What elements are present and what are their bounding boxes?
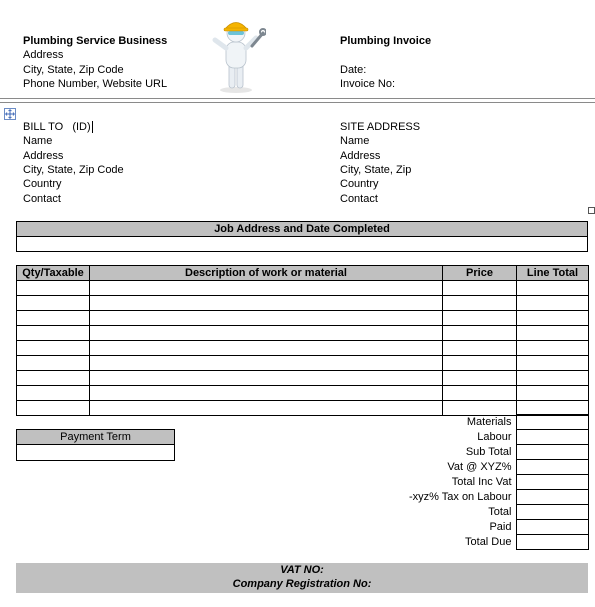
item-cell[interactable]: [443, 356, 517, 371]
totals-label: Total Inc Vat: [451, 475, 512, 488]
totals-row: [300, 490, 588, 505]
item-cell[interactable]: [17, 281, 90, 296]
table-row: [17, 281, 589, 296]
bill-to-name: Name: [23, 135, 53, 147]
totals-label: Materials: [466, 415, 512, 428]
site-country: Country: [340, 178, 379, 190]
payment-term-field[interactable]: [17, 445, 175, 461]
job-address-heading: Job Address and Date Completed: [17, 222, 588, 237]
totals-row: [300, 475, 588, 490]
site-name: Name: [340, 135, 370, 147]
item-cell[interactable]: [517, 326, 589, 341]
item-cell[interactable]: [443, 341, 517, 356]
totals-row: [300, 520, 588, 535]
item-cell[interactable]: [517, 386, 589, 401]
item-cell[interactable]: [17, 341, 90, 356]
totals-label: Labour: [477, 430, 512, 443]
item-cell[interactable]: [443, 296, 517, 311]
item-cell[interactable]: [17, 326, 90, 341]
item-cell[interactable]: [443, 311, 517, 326]
move-handle-icon[interactable]: [4, 108, 16, 120]
totals-row: [300, 460, 588, 475]
payment-term-table: [16, 429, 175, 461]
site-contact: Contact: [340, 193, 378, 205]
totals-row: [300, 445, 588, 460]
totals-label: -xyz% Tax on Labour: [408, 490, 512, 503]
totals-value[interactable]: [516, 475, 588, 490]
plumber-mascot-icon: [206, 16, 266, 94]
bill-to-address: Address: [23, 150, 64, 162]
item-cell[interactable]: [90, 356, 443, 371]
business-city: City, State, Zip Code: [23, 64, 124, 76]
table-row: [17, 296, 589, 311]
column-header: Price: [443, 266, 517, 281]
item-cell[interactable]: [443, 371, 517, 386]
totals-label: Sub Total: [465, 445, 512, 458]
item-cell[interactable]: [90, 296, 443, 311]
resize-handle-icon[interactable]: [588, 207, 595, 214]
totals-label: Vat @ XYZ%: [447, 460, 512, 473]
item-cell[interactable]: [90, 311, 443, 326]
invoice-title: Plumbing Invoice: [340, 35, 432, 47]
item-cell[interactable]: [17, 356, 90, 371]
totals-label: Paid: [489, 520, 512, 533]
site-city: City, State, Zip: [340, 164, 412, 176]
header-rule-top: [0, 98, 595, 99]
business-address: Address: [23, 49, 64, 61]
column-header: Description of work or material: [90, 266, 443, 281]
payment-term-heading: Payment Term: [17, 430, 175, 445]
totals-value[interactable]: [516, 520, 588, 535]
totals-value[interactable]: [516, 430, 588, 445]
totals-value[interactable]: [516, 490, 588, 505]
item-cell[interactable]: [443, 386, 517, 401]
text-cursor: [92, 121, 93, 133]
item-cell[interactable]: [517, 371, 589, 386]
totals-value[interactable]: [516, 460, 588, 475]
totals-row: [300, 415, 588, 430]
item-cell[interactable]: [17, 371, 90, 386]
item-cell[interactable]: [443, 326, 517, 341]
item-cell[interactable]: [17, 296, 90, 311]
site-address: Address: [340, 150, 381, 162]
site-address-heading: SITE ADDRESS: [340, 121, 421, 133]
bill-to-heading[interactable]: [23, 120, 93, 134]
item-cell[interactable]: [443, 281, 517, 296]
item-cell[interactable]: [517, 296, 589, 311]
item-cell[interactable]: [90, 386, 443, 401]
column-header: Qty/Taxable: [17, 266, 90, 281]
header-rule-bottom: [0, 102, 595, 103]
totals-value[interactable]: [516, 535, 588, 550]
bill-to-country: Country: [23, 178, 62, 190]
totals-row: [300, 505, 588, 520]
item-cell[interactable]: [90, 371, 443, 386]
item-cell[interactable]: [517, 281, 589, 296]
item-cell[interactable]: [17, 311, 90, 326]
bill-to-city: City, State, Zip Code: [23, 164, 124, 176]
totals-label: Total: [488, 505, 512, 518]
totals-row: [300, 535, 588, 550]
table-row: [17, 386, 589, 401]
totals-value[interactable]: [516, 415, 588, 430]
item-cell[interactable]: [517, 341, 589, 356]
item-cell[interactable]: [517, 356, 589, 371]
table-row: [17, 356, 589, 371]
item-cell[interactable]: [90, 326, 443, 341]
table-row: [17, 341, 589, 356]
item-cell[interactable]: [90, 341, 443, 356]
totals-table: [300, 414, 589, 550]
item-cell[interactable]: [17, 386, 90, 401]
table-row: [17, 311, 589, 326]
totals-value[interactable]: [516, 445, 588, 460]
table-row: [17, 326, 589, 341]
invoice-number-label: Invoice No:: [340, 78, 396, 90]
item-cell[interactable]: [90, 281, 443, 296]
job-address-table: [16, 221, 588, 252]
totals-row: [300, 430, 588, 445]
bill-to-contact: Contact: [23, 193, 61, 205]
bill-to-heading-text: BILL TO (ID): [23, 121, 91, 133]
footer-band: [16, 563, 588, 593]
business-phone-web: Phone Number, Website URL: [23, 78, 168, 90]
invoice-date-label: Date:: [340, 64, 367, 76]
totals-label: Total Due: [465, 535, 512, 548]
business-name: Plumbing Service Business: [23, 35, 168, 47]
vat-number-label: VAT NO:: [280, 564, 324, 576]
item-cell[interactable]: [517, 311, 589, 326]
job-address-field[interactable]: [17, 237, 588, 252]
table-row: [17, 371, 589, 386]
column-header: Line Total: [517, 266, 589, 281]
items-table: [16, 265, 589, 416]
item-cell[interactable]: [17, 401, 90, 416]
totals-value[interactable]: [516, 505, 588, 520]
company-registration-label: Company Registration No:: [232, 578, 372, 590]
